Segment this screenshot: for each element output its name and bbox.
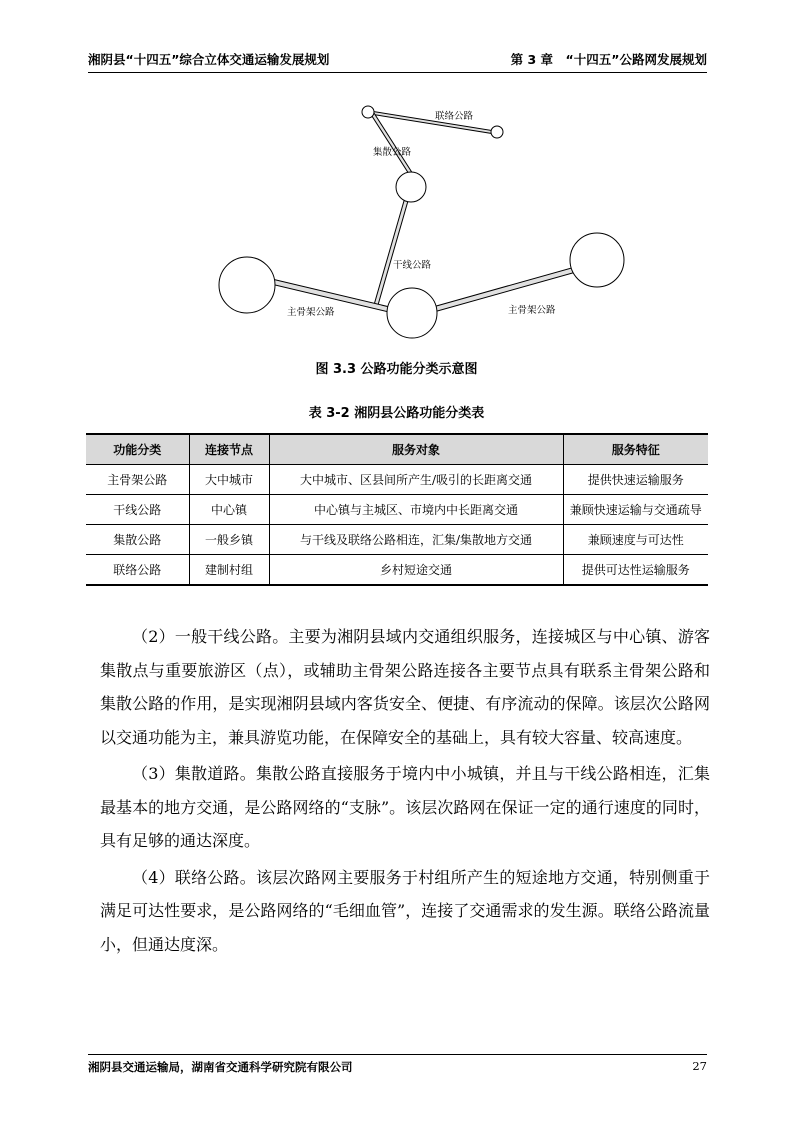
- page-header: [88, 50, 707, 70]
- cell-service-target: 与干线及联络公路相连，汇集/集散地方交通: [269, 525, 563, 555]
- cell-service-feature: 提供可达性运输服务: [563, 555, 708, 586]
- cell-service-feature: 兼顾速度与可达性: [563, 525, 708, 555]
- th-connected-nodes: 连接节点: [189, 434, 269, 465]
- th-function-class: 功能分类: [86, 434, 189, 465]
- table-title: 表 3-2 湘阴县公路功能分类表: [308, 406, 485, 421]
- paragraph-link-road: （4）联络公路。该层次路网主要服务于村组所产生的短途地方交通，特别侧重于满足可达性要求，是公路网络的“毛细血管”，连接了交通需求的发生源。联络公路流量小，但通达度深。: [100, 867, 710, 954]
- th-service-target: 服务对象: [269, 434, 563, 465]
- town-node: [396, 172, 426, 202]
- label-arterial-right: 主骨架公路: [508, 305, 556, 316]
- header-rule: [88, 72, 707, 73]
- label-arterial-left: 主骨架公路: [287, 307, 335, 318]
- cell-function-class: 干线公路: [86, 495, 189, 525]
- label-collector-road: 集散公路: [373, 147, 412, 158]
- cell-connected-nodes: 一般乡镇: [189, 525, 269, 555]
- label-trunk-road: 干线公路: [393, 260, 432, 271]
- figure-caption: 图 3.3 公路功能分类示意图: [315, 362, 478, 377]
- cell-service-feature: 兼顾快速运输与交通疏导: [563, 495, 708, 525]
- header-chapter-title: 第 3 章 “十四五”公路网发展规划: [510, 52, 707, 67]
- footer-organizations: 湘阴县交通运输局，湖南省交通科学研究院有限公司: [88, 1060, 353, 1074]
- cell-connected-nodes: 建制村组: [189, 555, 269, 586]
- village-node-right: [491, 126, 503, 138]
- header-doc-title: 湘阴县“十四五”综合立体交通运输发展规划: [88, 52, 330, 67]
- table-row: [86, 465, 708, 495]
- city-node-right: [570, 233, 624, 287]
- page-number: 27: [692, 1059, 707, 1073]
- th-service-feature: 服务特征: [563, 434, 708, 465]
- paragraph-collector-road: （3）集散道路。集散公路直接服务于境内中小城镇，并且与干线公路相连，汇集最基本的地方交通，是公路网络的“支脉”。该层次路网在保证一定的通行速度的同时，具有足够的通达深度。: [100, 764, 710, 850]
- label-link-road: 联络公路: [435, 111, 474, 122]
- table-header-row: [86, 434, 708, 465]
- table-row: [86, 555, 708, 586]
- cell-connected-nodes: 大中城市: [189, 465, 269, 495]
- road-classification-diagram: [215, 95, 635, 343]
- footer-rule: [88, 1054, 707, 1055]
- table-row: [86, 525, 708, 555]
- road-lines: [254, 111, 601, 318]
- cell-service-feature: 提供快速运输服务: [563, 465, 708, 495]
- road-function-table: [86, 433, 708, 586]
- cell-connected-nodes: 中心镇: [189, 495, 269, 525]
- city-node-left: [219, 257, 275, 313]
- cell-service-target: 大中城市、区县间所产生/吸引的长距离交通: [269, 465, 563, 495]
- cell-function-class: 主骨架公路: [86, 465, 189, 495]
- table-row: [86, 495, 708, 525]
- body-text: [100, 620, 710, 964]
- road-nodes: [219, 106, 624, 338]
- link-road-segment: [370, 111, 495, 134]
- cell-function-class: 集散公路: [86, 525, 189, 555]
- paragraph-trunk-road: （2）一般干线公路。主要为湘阴县域内交通组织服务，连接城区与中心镇、游客集散点与重要旅游区（点），或辅助主骨架公路连接各主要节点具有联系主骨架公路和集散公路的作用，是实现湘阴县域内客货安全、便捷、有序流动的保障。该层次公路网以交通功能为主，兼具游览功能，在保障安全的基础上，具有较大容量、较高速度。: [100, 627, 710, 747]
- trunk-road-segment: [374, 187, 412, 305]
- city-node-center: [387, 288, 437, 338]
- cell-service-target: 中心镇与主城区、市境内中长距离交通: [269, 495, 563, 525]
- cell-function-class: 联络公路: [86, 555, 189, 586]
- cell-service-target: 乡村短途交通: [269, 555, 563, 586]
- village-node-left: [362, 106, 374, 118]
